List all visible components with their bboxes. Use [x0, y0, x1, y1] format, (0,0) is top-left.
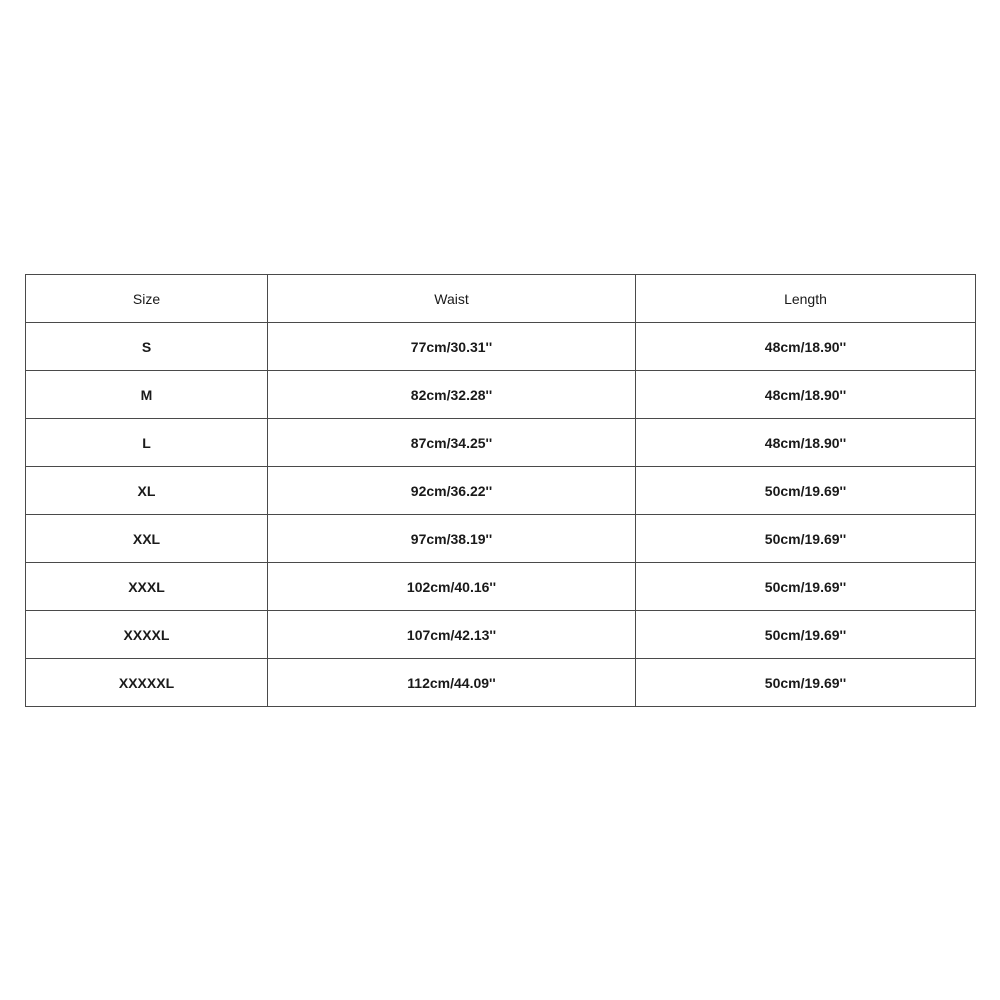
waist-cell: 107cm/42.13'' [268, 611, 636, 659]
size-cell: XXXL [26, 563, 268, 611]
length-cell: 50cm/19.69'' [636, 611, 976, 659]
waist-cell: 77cm/30.31'' [268, 323, 636, 371]
table-row [26, 515, 976, 563]
table-row [26, 611, 976, 659]
header-waist: Waist [268, 275, 636, 323]
size-chart-table [25, 274, 976, 707]
table-row [26, 371, 976, 419]
header-length: Length [636, 275, 976, 323]
table-row [26, 563, 976, 611]
length-cell: 50cm/19.69'' [636, 467, 976, 515]
waist-cell: 92cm/36.22'' [268, 467, 636, 515]
size-cell: XL [26, 467, 268, 515]
length-cell: 50cm/19.69'' [636, 515, 976, 563]
length-cell: 48cm/18.90'' [636, 323, 976, 371]
length-cell: 50cm/19.69'' [636, 659, 976, 707]
table-header-row [26, 275, 976, 323]
waist-cell: 102cm/40.16'' [268, 563, 636, 611]
length-cell: 48cm/18.90'' [636, 419, 976, 467]
size-cell: S [26, 323, 268, 371]
waist-cell: 97cm/38.19'' [268, 515, 636, 563]
waist-cell: 87cm/34.25'' [268, 419, 636, 467]
table-row [26, 323, 976, 371]
size-cell: XXXXL [26, 611, 268, 659]
waist-cell: 112cm/44.09'' [268, 659, 636, 707]
table-row [26, 659, 976, 707]
length-cell: 50cm/19.69'' [636, 563, 976, 611]
size-cell: L [26, 419, 268, 467]
size-cell: XXXXXL [26, 659, 268, 707]
size-cell: XXL [26, 515, 268, 563]
waist-cell: 82cm/32.28'' [268, 371, 636, 419]
size-cell: M [26, 371, 268, 419]
header-size: Size [26, 275, 268, 323]
table-row [26, 419, 976, 467]
length-cell: 48cm/18.90'' [636, 371, 976, 419]
table-row [26, 467, 976, 515]
